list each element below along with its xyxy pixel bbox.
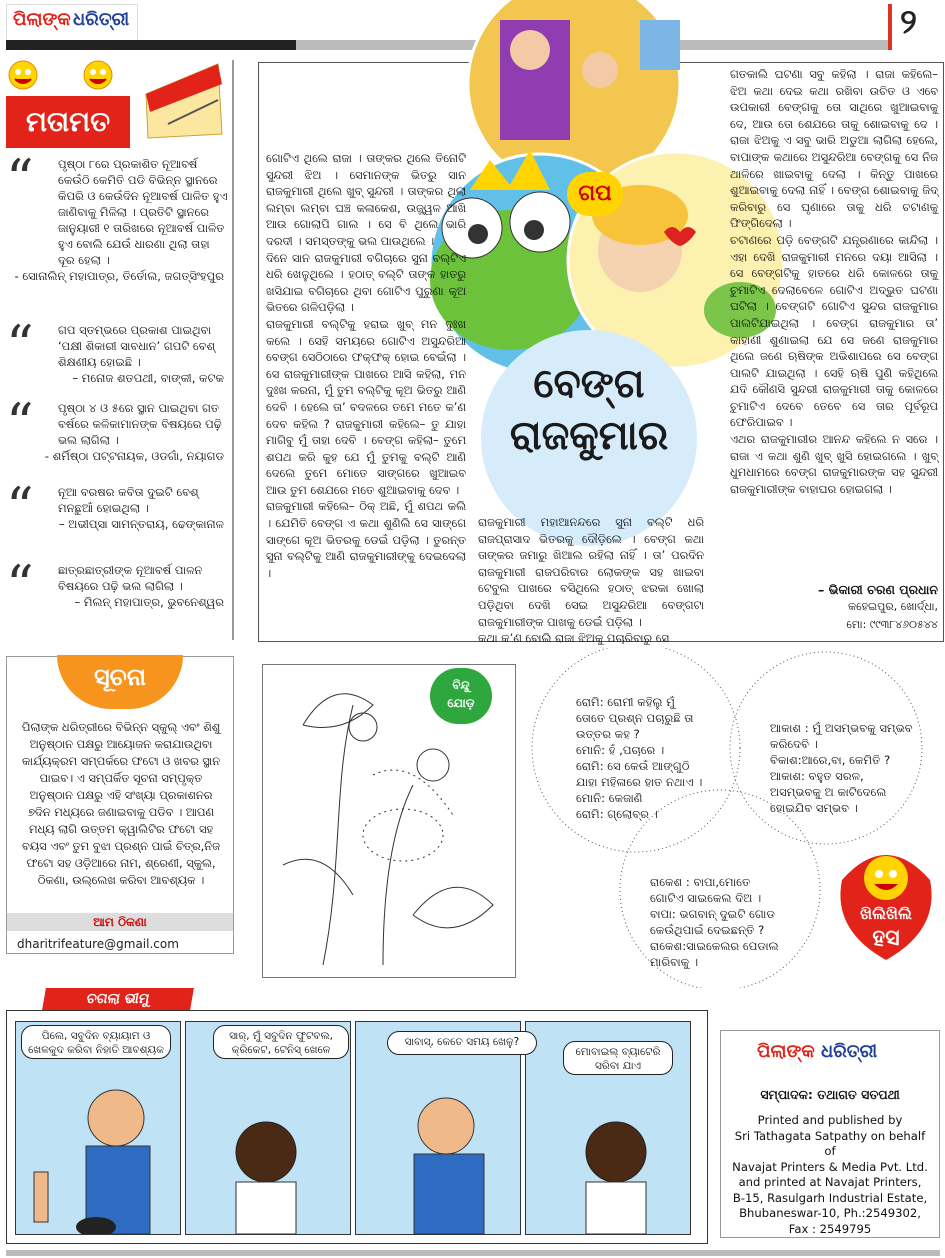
story-column-2: ରାଜକୁମାରୀ ମହାଆନନ୍ଦରେ ସୁନା ବଲ୍‌ଟି ଧରି ରାଜପ୍ରାସାଦ ଭିତରକୁ ଦୌଡ଼ିଲେ । ବେଙ୍ଗ କଥା ତାଙ୍କର ଜମାରୁ ଖିଆଲ ରହିଲା ନାହିଁ । ତା’ ପରଦିନ ରାଜକୁମାରୀ ରାଜପରିବାର ଲୋକଙ୍କ ସହ ଖାଇବା ଟେବୁଲ ପାଖରେ ବସିଥିଲେ ହଠାତ୍ ଝରକା ଖୋଲା ପଡ଼ିଥିବା ଦେଖି ସେଇ ଅସୁନ୍ଦରିଆ ବେଙ୍ଗଟା ରାଜକୁମାରୀଙ୍କ ପାଖକୁ ଡେଇଁ ପଡ଼ିଲା । କଥା କ’ଣ ବୋଲି ରାଜା ଝିଅକୁ ପଚାରିବାରୁ ସେ: [478, 515, 704, 646]
printer-line: Printed and published by: [757, 1113, 903, 1127]
joke-line: ରାକେଶ : ବାପା,ମୋତେ: [650, 875, 751, 889]
joke-line: ତୋତେ ପ୍ରଶ୍ନ ପଚାରୁଛି ତା: [576, 711, 694, 725]
joke-line: ଉତ୍ତର କହ ?: [576, 727, 640, 741]
letter-text: ପୃଷ୍ଠା ୮ରେ ପ୍ରକାଶିତ ନୂଆବର୍ଷ କେଉଁଠି କେମିତି ପଡି ବିଭିନ୍ନ ସ୍ଥାନରେ କିପରି ଓ କେଉଁଦିନ ନୂଆବର୍ଷ ପାଳିତ ହୁଏ ଜାଣିବାକୁ ମିଳିଲା । ପ୍ରତିଟି ସ୍ଥାନରେ ଜାନୁୟାରୀ ୧ ତାରିଖରେ ନୂଆବର୍ଷ ପାଳିତ ହୁଏ ବୋଲି ଯେଉଁ ଧାରଣା ଥିଲା ତାହା ଦୂର ହେଲା ।: [58, 157, 228, 267]
notice-heading: ସୂଚନା: [57, 655, 183, 709]
notice-body: ପିଲାଙ୍କ ଧରିତ୍ରୀରେ ବିଭିନ୍ନ ସ୍କୁଲ୍ ଏବଂ ଶିଶୁ ଅନୁଷ୍ଠାନ ପକ୍ଷରୁ ଆୟୋଜନ କରାଯାଉଥିବା କାର୍ଯ୍ୟକ୍ରମ ସମ୍ପର୍କରେ ଫଟୋ ଓ ଖବର ସ୍ଥାନ ପାଇବ। ଏ ସମ୍ପର୍କିତ ସୂଚନା ସମ୍ପୃକ୍ତ ଅନୁଷ୍ଠାନ ପକ୍ଷରୁ ଏହି ସଂଖ୍ୟା ପ୍ରକାଶନର ୭ଦିନ ମଧ୍ୟରେ ଜଣାଇବାକୁ ପଡିବ । ଆପଣ ମଧ୍ୟ ଲାଗି ଉତ୍ତମ କ୍ୱାଲିଟିର ଫଟୋ ସହ ବୟସ ଏବଂ ତୁମ ବୁଝା ପ୍ରଶ୍ନ ପାଇଁ ଚିତ୍ର,ନିଜ ଫଟୋ ସହ ଓଡ଼ିଆରେ ନାମ, ଶ୍ରେଣୀ, ସ୍କୁଲ, ଠିକଣା, ଉଲ୍ଲେଖ କରିବା ଆବଶ୍ୟକ ।: [21, 720, 221, 887]
letter-signature: – ମିଲନ୍ ମହାପାତ୍ର, ଭୁବନେଶ୍ୱର: [74, 595, 224, 609]
printer-line: Fax : 2549795: [788, 1221, 872, 1236]
joke-1: [576, 694, 702, 822]
letter-text: ନୂଆ ବରଷର କବିତା ଦୁଇଟି ବେଶ୍ ମନଛୁଆଁ ହୋଇଥିଲା ।: [58, 485, 199, 515]
address-label: ଆମ ଠିକଣା: [7, 913, 233, 931]
story-tag: ଗପ: [567, 172, 623, 216]
joke-line: କରିଦେବି ।: [770, 737, 818, 751]
quote-mark-icon: “: [6, 554, 34, 617]
letter-text: ପୃଷ୍ଠା ୪ ଓ ୫ରେ ସ୍ଥାନ ପାଇଥିବା ଗତ ବର୍ଷରେ କଳିକାମାନଙ୍କ ବିଷୟରେ ପଢ଼ି ଭଲ ଲାଗିଲା ।: [58, 401, 222, 447]
page-number: ୨: [900, 2, 917, 42]
opinion-heading: ମତାମତ: [6, 96, 130, 148]
notice-box: [6, 656, 234, 954]
quote-mark-icon: “: [6, 148, 34, 211]
joke-line: ରାକେଶ:ସାଇକେଲର ପେଡାଲ: [650, 939, 779, 953]
imprint-box: [720, 1030, 940, 1238]
joke-line: ମୋନି: କେଜାଣି: [576, 791, 643, 805]
story-title: [482, 358, 696, 462]
laugh-badge: [832, 840, 940, 964]
printer-line: Bhubaneswar-10, Ph.:2549302,: [739, 1206, 921, 1220]
speech-bubble: ସାବାସ୍, କେତେ ସମୟ ଖେଳୁ?: [387, 1031, 537, 1055]
joke-line: ଆକାଶ: ବହୁତ ସରଳ,: [770, 769, 864, 783]
letter-signature: - ସୋନାଲିନ୍ ମହାପାତ୍ର, ତିର୍ତୋଲ, ଜଗତ୍‌ସିଂହପୁର: [14, 269, 224, 283]
joke-line: ମାରିବାକୁ ।: [650, 955, 699, 969]
joke-line: ଯାହା ମହିଳାରେ ହାତ ନଥାଏ ।: [576, 775, 703, 789]
imprint-logo: [757, 1041, 877, 1062]
joke-2: [770, 720, 913, 816]
puzzle-badge: [430, 668, 492, 724]
joke-line: ବାପା: ଭଗବାନ୍ ଦୁଇଟି ଗୋଡ: [650, 907, 775, 921]
story-column-3: ଗତକାଲି ଘଟଣା ସବୁ କହିଲା । ରାଜା କହିଲେ– ଝିଅ କଥା ଦେଇ କଥା ରଖିବା ଉଚିତ ଓ ଏବେ ଉପକାରୀ ବେଙ୍ଗକୁ ତୋ ସାଥିରେ ଖୁଆଇବାକୁ ଦେ, ଆଉ ତୋ ଶେଯରେ ତାକୁ ଶୋଇବାକୁ ଦେ । ରାଜା ଝିଅକୁ ଏ ସବୁ ଭାରି ଅଡୁଆ ଲାଗିଲା ହେଲେ, ବାପାଙ୍କ କଥାରେ ଅସୁନ୍ଦରିଆ ବେଙ୍ଗକୁ ସେ ନିଜ ଥାଳିରେ ଖାଇବାକୁ ଦେଲା । କିନ୍ତୁ ପାଖରେ ଶୁଆଇବାକୁ ଦେଲା ନାହିଁ । ବେଙ୍ଗ ଶୋଇବାକୁ ଜିଦ୍ କରିବାରୁ ସେ ଘୃଣାରେ ତାକୁ ଧରି ଚଟାଣକୁ ଫିଙ୍ଗିଦେଲା । ଚଟାଣରେ ପଡ଼ି ବେଙ୍ଗଟି ଯନ୍ତ୍ରଣାରେ କାନ୍ଦିଲା । ଏହା ଦେଖି ରାଜକୁମାରୀ ମନରେ ଦୟା ଆସିଲା । ସେ ବେଙ୍ଗଟିକୁ ହାତରେ ଧରି କୋଳରେ ତାକୁ ଚୁମାଟିଏ ଦେଲାବେଳେ ଗୋଟିଏ ଅଦ୍ଭୁତ ଘଟଣା ଘଟିଲା । ବେଙ୍ଗଟି ଗୋଟିଏ ସୁନ୍ଦର ରାଜକୁମାର ପାଲଟିଯାଇଥିଲା । ବେଙ୍ଗ ରାଜକୁମାର ତା’ କାହାଣୀ ଶୁଣାଇଲା ଯେ ସେ ଜଣେ ରାଜକୁମାର ଥିଲେ ଜଣେ ଋଷିଙ୍କ ଅଭିଶାପରେ ସେ ବେଙ୍ଗ ପାଲଟି ଯାଇଥିଲା । ସେହି ଋଷି ପୁଣି କହିଥିଲେ ଯଦି କୌଣସି ସୁନ୍ଦରୀ ରାଜକୁମାରୀ ତାକୁ କୋଳରେ ଚୁମାଟିଏ ଦେବେ ତେବେ ସେ ତାର ପୂର୍ବରୂପ ଫେରିପାଇବ । ଏଥର ରାଜକୁମାରୀର ଆନନ୍ଦ କହିଲେ ନ ସରେ । ରାଜା ଏ କଥା ଶୁଣି ଖୁବ୍ ଖୁସି ହୋଇଗଲେ । ଖୁବ୍ ଧୁମଧାମରେ ବେଙ୍ଗ ରାଜକୁମାରଙ୍କ ସହ ସୁନ୍ଦରୀ ରାଜକୁମାରୀଙ୍କ ବାହାଘର ହୋଇଗଲା ।: [730, 67, 938, 496]
speech-bubble: ସାର୍, ମୁଁ ସବୁଦିନ ଫୁଟବଲ, କ୍ରିକେଟ, ଟେନିସ୍ ଖେଳେ: [213, 1025, 349, 1059]
joke-line: ବିକାଶ:ଆରେ,ବା, କେମିତି ?: [770, 753, 891, 767]
speech-bubble: ପିଲେ, ସବୁଦିନ ବ୍ୟାୟାମ ଓ ଖେଳକୁଦ କରିବା ନିହାତି ଆବଶ୍ୟକ: [21, 1025, 171, 1059]
story-title-line1: ବେଙ୍ଗ: [533, 361, 645, 407]
joke-line: ହୋଇଯିବ ସମ୍ଭବ ।: [770, 801, 858, 815]
masthead-part2: ଧରିତ୍ରୀ: [73, 9, 130, 30]
letter-signature: - ଶର୍ମିଷ୍ଠା ପଟ୍ଟନାୟକ, ଓଡଗାଁ, ନୟାଗଡ: [44, 449, 224, 463]
footer-bar: [6, 1250, 940, 1256]
joke-line: ଅସମ୍ଭବକୁ ଅ କାଟିଦେଲେ: [770, 785, 887, 799]
letter-signature: – ଅଭୀପ୍‌ସା ସାମନ୍ତରାୟ, ଢେଙ୍କାନାଳ: [58, 517, 224, 531]
joke-line: ରୋମି: ଗ୍ଲୋବ୍‌ର ।: [576, 807, 658, 821]
joke-3: [650, 874, 779, 970]
joke-line: ଗୋଟିଏ ସାଇକେଲ ଦିଅ ।: [650, 891, 762, 905]
printer-line: Sri Tathagata Satpathy on behalf: [734, 1128, 926, 1143]
joke-line: ରୋମି: ସେ କେଉଁ ଆଙ୍ଗୁଠି: [576, 759, 690, 773]
letter-text: ଗପ ସ୍ତମ୍ଭରେ ପ୍ରକାଶ ପାଇଥିବା ‘ପକ୍ଷୀ ଶିକାରୀ ସାବଧାନ’ ଗପଟି ବେଶ୍ ଶିକ୍ଷଣୀୟ ହୋଇଛି ।: [58, 323, 216, 369]
joke-line: ଆକାଶ : ମୁଁ ଅସମ୍ଭବକୁ ସମ୍ଭବ: [770, 721, 913, 735]
laugh-badge-line1: ଖିଲିଖିଲି: [860, 904, 912, 923]
comic-title: ଚଗଲା ଭୀମୁ: [42, 988, 194, 1010]
comic-strip: [6, 1010, 708, 1244]
letter-text: ଛାତ୍ରଛାତ୍ରୀଙ୍କ ନୂଆବର୍ଷ ପାଳନ ବିଷୟରେ ପଢ଼ି ଭଲ ଲାଗିଲା ।: [58, 563, 203, 593]
puzzle-badge-line2: ଯୋଡ଼: [447, 696, 475, 710]
puzzle-badge-line1: ବିନ୍ଦୁ: [452, 678, 470, 692]
printer-line: and printed at Navajat Printers,: [738, 1175, 922, 1189]
speech-bubble: ମୋବାଇଲ୍ ବ୍ୟାଟେରି ସରିବା ଯାଏ: [563, 1041, 673, 1075]
editor-line: ସମ୍ପାଦକ: ତଥାଗତ ସତପଥୀ: [760, 1087, 900, 1102]
imprint-logo-part1: ପିଲାଙ୍କ: [757, 1041, 815, 1062]
quote-mark-icon: “: [6, 392, 34, 455]
letter-signature: – ମନୋଜ ଶତପଥୀ, ବାଙ୍କୀ, କଟକ: [72, 371, 224, 385]
printer-line: B-15, Rasulgarh Industrial Estate,: [732, 1190, 928, 1205]
joke-line: ମୋନି: ହଁ ,ପଚାରେ ।: [576, 743, 665, 757]
imprint-logo-part2: ଧରିତ୍ରୀ: [820, 1041, 878, 1062]
printer-details: [727, 1113, 933, 1237]
joke-line: ରୋମି: ରୋମୀ କହିଲୁ ମୁଁ: [576, 695, 675, 709]
joke-line: କେଉଁଥିପାଇଁ ଦେଇଛନ୍ତି ?: [650, 923, 765, 937]
email-link[interactable]: dharitrifeature@gmail.com: [17, 937, 179, 951]
laugh-badge-line2: ହସ: [872, 926, 900, 951]
story-author: – ଭିକାରୀ ଚରଣ ପ୍ରଧାନ: [818, 582, 938, 597]
story-title-line2: ରାଜକୁମାର: [509, 413, 669, 459]
quote-mark-icon: “: [6, 314, 34, 377]
story-author-place: କହେଇପୁର, ଖୋର୍ଦ୍ଧା,: [847, 600, 938, 613]
story-author-phone: ମୋ: ୯୯୩୮୪୬୦୫୪୪: [846, 618, 938, 631]
masthead-part1: ପିଲାଙ୍କ: [13, 9, 71, 30]
printer-line: of: [824, 1144, 836, 1158]
printer-line: Navajat Printers & Media Pvt. Ltd.: [732, 1159, 928, 1174]
quote-mark-icon: “: [6, 476, 34, 539]
story-column-1: ଗୋଟିଏ ଥିଲେ ରାଜା । ତାଙ୍କର ଥିଲେ ତିନୋଟି ସୁନ୍ଦରୀ ଝିଅ । ସେମାନଙ୍କ ଭିତରୁ ସାନ ରାଜକୁମାରୀ ଥିଲେ ଖୁବ୍ ସୁନ୍ଦରୀ । ତାଙ୍କର ଥିଲା ଲମ୍ବା ଲମ୍ବା ଘଞ୍ଚ କଳାକେଶ, ଉଜ୍ଜ୍ୱଳ ଆଖି ଆଉ ଗୋଲାପି ଗାଲ । ସେ ବି ଥିଲେ ଭାରି ଦରଦୀ । ସମସ୍ତଙ୍କୁ ଭଲ ପାଉଥିଲେ । ଦିନେ ସାନ ରାଜକୁମାରୀ ବଗିଚାରେ ସୁନା ବଲ୍‌ଟିଏ ଧରି ଖେଳୁଥିଲେ । ହଠାତ୍ ବଲ୍‌ଟି ତାଙ୍କ ହାତରୁ ଖସିଯାଇ ବଗିଚାରେ ଥିବା ଗୋଟିଏ ପୁରୁଣା କୂଅ ଭିତରେ ଗଳିପଡ଼ିଲା । ରାଜକୁମାରୀ ବଲ୍‌ଟିକୁ ହରାଇ ଖୁବ୍ ମନ ଦୁଃଖ କଲେ । ସେହି ସମୟରେ ଗୋଟିଏ ଅସୁନ୍ଦରିଆ ବେଙ୍ଗ ସେଠିଠାରେ ଫକ୍‌ଫକ୍ ହୋଇ ବେଇଁଲା । ସେ ରାଜକୁମାରୀଙ୍କ ପାଖରେ ଆସି କହିଲା, ମନ ଦୁଃଖ କରନା, ମୁଁ ତୁମ ବଲ୍‌ଟିକୁ କୂଅ ଭିତରୁ ଆଣି ଦେବି । ହେଲେ ତା’ ବଦଳରେ ତମେ ମତେ କ’ଣ ଦେବ କହିଲ ? ରାଜକୁମାରୀ କହିଲେ– ତୁ ଯାହା ମାଗିବୁ ମୁଁ ତାହା ଦେବି । ବେଙ୍ଗ କହିଲା– ତୁମେ ଶପଥ କରି କୁହ ଯେ ମୁଁ ତୁମକୁ ବଲ୍‌ଟି ଆଣି ଦେଲେ ତୁମେ ମୋତେ ସାଙ୍ଗରେ ଖୁଆଇବ ଆଉ ତୁମ ଶେଯରେ ମତେ ଶୁଆଇବାକୁ ଦେବ । ରାଜକୁମାରୀ କହିଲେ– ଠିକ୍ ଅଛି, ମୁଁ ଶପଥ କଲି । ଯେମିତି ବେଙ୍ଗ ଏ କଥା ଶୁଣିଲି ସେ ସାଙ୍ଗେ ସାଙ୍ଗେ କୂଅ ଭିତରକୁ ଡେଇଁ ପଡ଼ିଲା । ତୁରନ୍ତ ସୁନା ବଲ୍‌ଟିକୁ ଆଣି ରାଜକୁମାରୀଙ୍କୁ ଦେଇଦେଲା ।: [266, 151, 466, 580]
